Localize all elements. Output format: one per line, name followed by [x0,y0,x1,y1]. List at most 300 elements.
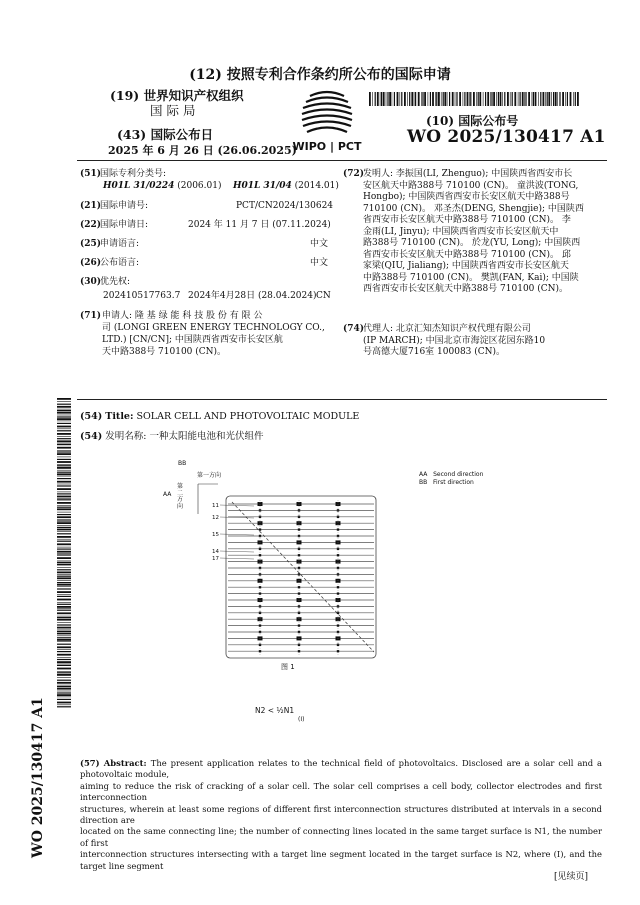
barcode-bar [522,92,524,106]
barcode-bar [57,572,71,574]
field-22-no: (22) [80,220,102,230]
barcode-bar [57,699,71,700]
barcode-bar [57,549,71,550]
barcode-bar [57,531,71,532]
barcode-bar [57,440,71,442]
organization-label: 世界知识产权组织 [143,88,244,103]
ipc-class-1: H01L 31/0224 (2006.01) H01L 31/04 (2014.01) [103,181,339,191]
barcode-bar [381,92,382,106]
barcode-bar [57,478,71,479]
title-divider [77,399,607,400]
legend-bb: BB First direction [419,479,474,486]
barcode-bar [57,668,71,670]
reference-label: 15 [212,532,219,538]
organization-subname: 国 际 局 [150,103,196,118]
barcode-bar [57,554,71,555]
barcode-bar [545,92,546,106]
barcode-bar [57,596,71,597]
inventor-line: 家梁(QIU, Jialiang); 中国陕西省西安市长安区航天 [363,261,569,271]
barcode-bar [430,92,431,106]
barcode-bar [435,92,436,106]
applicant-line-2: 司 (LONGI GREEN ENERGY TECHNOLOGY CO., [102,323,325,333]
barcode-bar [57,473,71,475]
barcode-bar [57,616,71,617]
barcode-bar [397,92,399,106]
abstract-line [80,758,602,781]
barcode-bar [57,649,71,650]
barcode-bar [57,636,71,637]
title-english: (54) Title: SOLAR CELL AND PHOTOVOLTAIC MODULE [80,411,360,422]
barcode-bar [57,429,71,430]
barcode-bar [424,92,426,106]
barcode-bar [469,92,470,106]
barcode-bar [57,409,71,410]
barcode-bar [514,92,516,106]
barcode-bar [57,612,71,614]
barcode-bar [57,543,71,545]
barcode-bar [483,92,484,106]
side-barcode [57,398,71,708]
priority-date: 2024年4月28日 (28.04.2024) [188,291,317,301]
barcode-bar [422,92,423,106]
barcode-bar [57,398,71,400]
barcode-bar [447,92,448,106]
field-26-label: 公布语言: [100,258,140,268]
barcode-bar [57,630,71,631]
barcode-bar [567,92,568,106]
abstract-label: (57) Abstract: [80,758,151,768]
fig-second-direction: 第二方向 [177,483,184,510]
applicant-line-1: 申请人: 隆 基 绿 能 科 技 股 份 有 限 公 [102,311,263,321]
barcode-bar [504,92,505,106]
barcode-bar [57,508,71,510]
barcode-bar [57,416,71,417]
barcode-bar [510,92,511,106]
barcode-bar [414,92,415,106]
barcode-bar [401,92,402,106]
publication-number-caption: 国际公布号 [458,114,519,128]
cell-outline [226,496,376,658]
barcode-bar [543,92,545,106]
barcode-bar [57,641,71,642]
barcode-bar [57,633,71,635]
barcode-bar [57,430,71,431]
publication-number: WO 2025/130417 A1 [407,127,606,147]
barcode-bar [377,92,379,106]
organization-field-no: (19) [110,88,140,103]
barcode-bar [57,433,71,435]
barcode-bar [57,499,71,500]
barcode-bar [57,484,71,485]
barcode-bar [463,92,464,106]
barcode-bar [57,444,71,445]
barcode-bar [57,406,71,408]
field-30-label: 优先权: [100,277,131,287]
barcode-bar [559,92,560,106]
barcode-bar [57,557,71,559]
barcode-bar [57,539,71,540]
field-71-no: (71) [80,311,102,321]
barcode-bar [57,467,71,469]
barcode-bar [577,92,579,106]
application-number: PCT/CN2024/130624 [236,201,334,211]
barcode-bar [473,92,475,106]
barcode-bar [57,451,71,452]
barcode-bar [57,686,71,687]
field-51-label: 国际专利分类号: [100,169,167,179]
barcode-bar [404,92,406,106]
barcode-bar [57,438,71,439]
barcode-bar [57,436,71,437]
publication-date-label [117,125,213,143]
barcode-bar [428,92,429,106]
barcode-bar [455,92,456,106]
leader-line [220,551,254,552]
barcode-bar [441,92,442,106]
barcode-bar [57,617,71,618]
barcode-bar [57,507,71,508]
inventor-line: 发明人: 李振国(LI, Zhenguo); 中国陕西省西安市长 [363,169,573,179]
field-26-no: (26) [80,258,102,268]
barcode-bar [57,577,71,579]
barcode-bar [57,702,71,704]
barcode-bar [57,606,71,608]
barcode-bar [57,488,71,490]
barcode-bar [533,92,534,106]
barcode-bar [57,674,71,676]
barcode-bar [57,680,71,681]
publication-date-field-no: (43) [117,127,147,142]
abstract-text: The present application relates to the technical field of photovoltaics. Disclosed are a solar cell and a photovoltaic module, [80,758,602,780]
barcode-bar [57,465,71,466]
legend-aa: AA Second direction [419,471,484,478]
barcode-bar [438,92,440,106]
barcode-bar [507,92,509,106]
barcode-bar [57,496,71,498]
inventor-line: 路388号 710100 (CN)。 於龙(YU, Long); 中国陕西 [363,238,581,248]
barcode-bar [57,502,71,504]
figure-1 [188,474,378,660]
barcode-bar [394,92,395,106]
abstract-text: aiming to reduce the risk of cracking of a solar cell. The solar cell comprises a cell body, collector electrodes and first interconnection [80,780,602,803]
formula-number: (I) [298,716,305,723]
barcode-bar [418,92,420,106]
barcode-bar [562,92,564,106]
barcode-bar [57,688,71,690]
barcode-bar [57,671,71,672]
wipo-pct-logo [286,88,368,154]
publication-date-caption: 国际公布日 [150,127,214,142]
barcode-bar [57,602,71,603]
priority-country: CN [316,291,331,301]
barcode-bar [528,92,530,106]
field-25-no: (25) [80,239,102,249]
barcode-bar [57,622,71,623]
reference-label: 11 [212,503,219,509]
barcode-bar [57,457,71,458]
inventor-line: 省西安市长安区航天中路388号 710100 (CN)。 李 [363,215,571,225]
barcode-bar [57,505,71,506]
barcode-bar [444,92,446,106]
barcode-bar [57,697,71,698]
reference-label: 14 [212,549,219,555]
barcode-bar [57,694,71,696]
leader-line [220,534,254,535]
figure-caption: 图 1 [281,663,295,671]
inventor-line: 中路388号 710100 (CN)。 樊凯(FAN, Kai); 中国陕 [363,272,579,283]
barcode-bar [57,461,71,463]
barcode-bar [392,92,393,106]
field-22-label: 国际申请日: [100,220,149,230]
barcode-bar [557,92,558,106]
abstract-text: structures, wherein at least some regions of different first interconnection structures distributed at intervals in a second direction are [80,803,602,826]
barcode-bar [57,562,71,563]
abstract-line [80,781,602,804]
barcode-bar [57,677,71,678]
barcode-bar [57,464,71,465]
barcode-bar [553,92,554,106]
leader-line [220,517,254,518]
barcode-bar [570,92,572,106]
reference-label: 12 [212,515,219,521]
agent-line: 代理人: 北京汇知杰知识产权代理有限公司 [363,324,531,334]
barcode-bar [57,706,71,707]
header-divider [77,160,607,161]
barcode-bar [57,492,71,493]
barcode-bar [57,608,71,609]
barcode-bar [57,665,71,666]
barcode-bar [512,92,513,106]
field-74-no: (74) [343,324,365,334]
barcode-bar [57,661,71,663]
barcode-bar [57,447,71,449]
barcode-bar [57,580,71,581]
barcode-bar [57,627,71,629]
barcode-bar [57,412,71,414]
barcode-bar [421,92,422,106]
field-25-label: 申请语言: [100,239,140,249]
barcode-bar [57,453,71,455]
barcode-bar [57,418,71,420]
barcode-bar [491,92,492,106]
publication-language: 中文 [310,258,329,268]
barcode-bar [476,92,477,106]
barcode-bar [57,588,71,589]
document-type-title: (12) 按照专利合作条约所公布的国际申请 [189,67,451,83]
barcode-bar [57,567,71,568]
applicant-line-3: LTD.) [CN/CN]; 中国陕西省西安市长安区航 [102,335,283,345]
barcode-bar [452,92,454,106]
barcode-bar [485,92,486,106]
barcode-bar [57,672,71,673]
agent-line: (IP MARCH); 中国北京市海淀区花园东路10 [363,335,546,346]
barcode-bar [57,415,71,416]
barcode-bar [57,624,71,625]
barcode-bar [57,533,71,534]
barcode-bar [57,421,71,422]
barcode-bar [57,410,71,411]
logo-text: WIPO | PCT [292,140,362,153]
formula: N2 < ½N1 [255,706,295,715]
barcode-bar [57,582,71,583]
barcode-bar [57,426,71,428]
barcode-bar [57,591,71,593]
barcode-bar [57,553,71,554]
barcode-bar [57,401,71,402]
leader-line [220,505,254,506]
barcode-bar [57,512,71,513]
title-chinese: (54) 发明名称: 一种太阳能电池和光伏组件 [80,431,264,442]
target-line-segment [232,502,374,652]
barcode-bar [411,92,413,106]
barcode-bar [57,423,71,424]
barcode-bar [57,574,71,575]
barcode-bar [57,519,71,520]
leader-line [220,558,254,559]
barcode-bar [518,92,519,106]
barcode-bar [389,92,391,106]
barcode-bar [538,92,539,106]
barcode-bar [407,92,408,106]
inventors-block [363,169,598,296]
field-51-no: (51) [80,169,102,179]
abstract [80,758,602,872]
barcode-bar [57,692,71,693]
barcode-bar [57,637,71,638]
barcode-bar [57,664,71,665]
application-date: 2024 年 11 月 7 日 (07.11.2024) [188,220,331,230]
barcode-bar [57,561,71,562]
barcode-bar [498,92,499,106]
barcode-bar [551,92,552,106]
abstract-line [80,804,602,827]
barcode-bar [57,576,71,577]
barcode-bar [409,92,410,106]
barcode-bar [57,619,71,621]
barcode-bar [532,92,533,106]
barcode-bar [57,631,71,632]
barcode-bar [57,604,71,605]
field-72-no: (72) [343,169,365,179]
inventor-line: 金雨(LI, Jinyu); 中国陕西省西安市长安区航天中 [363,226,559,237]
barcode-bar [57,514,71,515]
abstract-line [80,849,602,872]
barcode-bar [464,92,465,106]
barcode-bar [380,92,381,106]
barcode-bar [470,92,471,106]
barcode-bar [57,659,71,660]
agent-line: 号高德大厦716室 100083 (CN)。 [363,347,506,357]
field-21-label: 国际申请号: [100,201,149,211]
barcode-bar [57,610,71,611]
inventor-line: Hongbo); 中国陕西省西安市长安区航天中路388号 [363,192,570,202]
barcode-bar [573,92,574,106]
barcode-bar [496,92,497,106]
barcode-bar [57,586,71,587]
barcode-bar [57,481,71,483]
reference-label: 17 [212,556,219,562]
inventor-line: 西省西安市长安区航天中路388号 710100 (CN)。 [363,284,569,294]
barcode-bar [57,547,71,548]
barcode-bar [487,92,489,106]
barcode-bar [57,639,71,641]
priority-number: 202410517763.7 [103,291,181,301]
abstract-line [80,826,602,849]
barcode-bar [57,522,71,524]
barcode-bar [57,551,71,553]
barcode-bar [57,644,71,645]
barcode-bar [57,450,71,451]
barcode-bar [372,92,373,106]
field-30-no: (30) [80,277,102,287]
barcode-bar [387,92,388,106]
fig-aa-label: AA [163,491,172,498]
field-21-no: (21) [80,201,102,211]
barcode-bar [436,92,437,106]
inventor-line: 安区航天中路388号 710100 (CN)。 童洪波(TONG, [363,180,579,191]
barcode-bar [432,92,434,106]
applicant-line-4: 天中路388号 710100 (CN)。 [102,347,227,357]
barcode-bar [467,92,469,106]
barcode-bar [57,527,71,528]
abstract-text: located on the same connecting line; the number of connecting lines located in the same target surface is N1, the number of first [80,826,602,848]
barcode-bar [555,92,557,106]
barcode-bar [57,485,71,486]
barcode-bar [57,685,71,686]
publication-number-field-no: (10) [426,114,455,128]
barcode-bar [459,92,461,106]
agent-block [363,324,598,359]
barcode-bar [57,705,71,706]
barcode-bar [479,92,481,106]
barcode-bar [57,404,71,405]
barcode-bar [57,541,71,542]
barcode-bar [57,516,71,518]
barcode-bar [57,472,71,473]
barcode-bar [383,92,385,106]
continued-page-note: [见续页] [554,872,589,882]
barcode-bar [400,92,401,106]
barcode-bar [535,92,537,106]
wipo-emblem-icon [286,88,368,154]
barcode-bar [502,92,503,106]
inventor-line: 710100 (CN)。 邓圣杰(DENG, Shengjie); 中国陕西 [363,203,584,214]
barcode-bar [57,599,71,601]
barcode-bar [540,92,541,106]
barcode-bar [524,92,525,106]
barcode-bar [490,92,491,106]
barcode-bar [525,92,526,106]
fig-first-direction: 第一方向 [197,472,222,479]
barcode-bar [565,92,566,106]
barcode-bar [456,92,457,106]
filing-language: 中文 [310,239,329,249]
barcode-bar [57,646,71,648]
barcode-bar [57,459,71,460]
barcode-bar [57,594,71,595]
barcode-bar [57,525,71,526]
barcode-bar [369,92,371,106]
barcode-bar [57,657,71,658]
barcode [369,91,579,105]
barcode-bar [443,92,444,106]
barcode-bar [386,92,387,106]
barcode-bar [57,470,71,471]
barcode-bar [57,691,71,692]
barcode-bar [57,476,71,477]
barcode-bar [57,529,71,531]
barcode-bar [57,493,71,494]
